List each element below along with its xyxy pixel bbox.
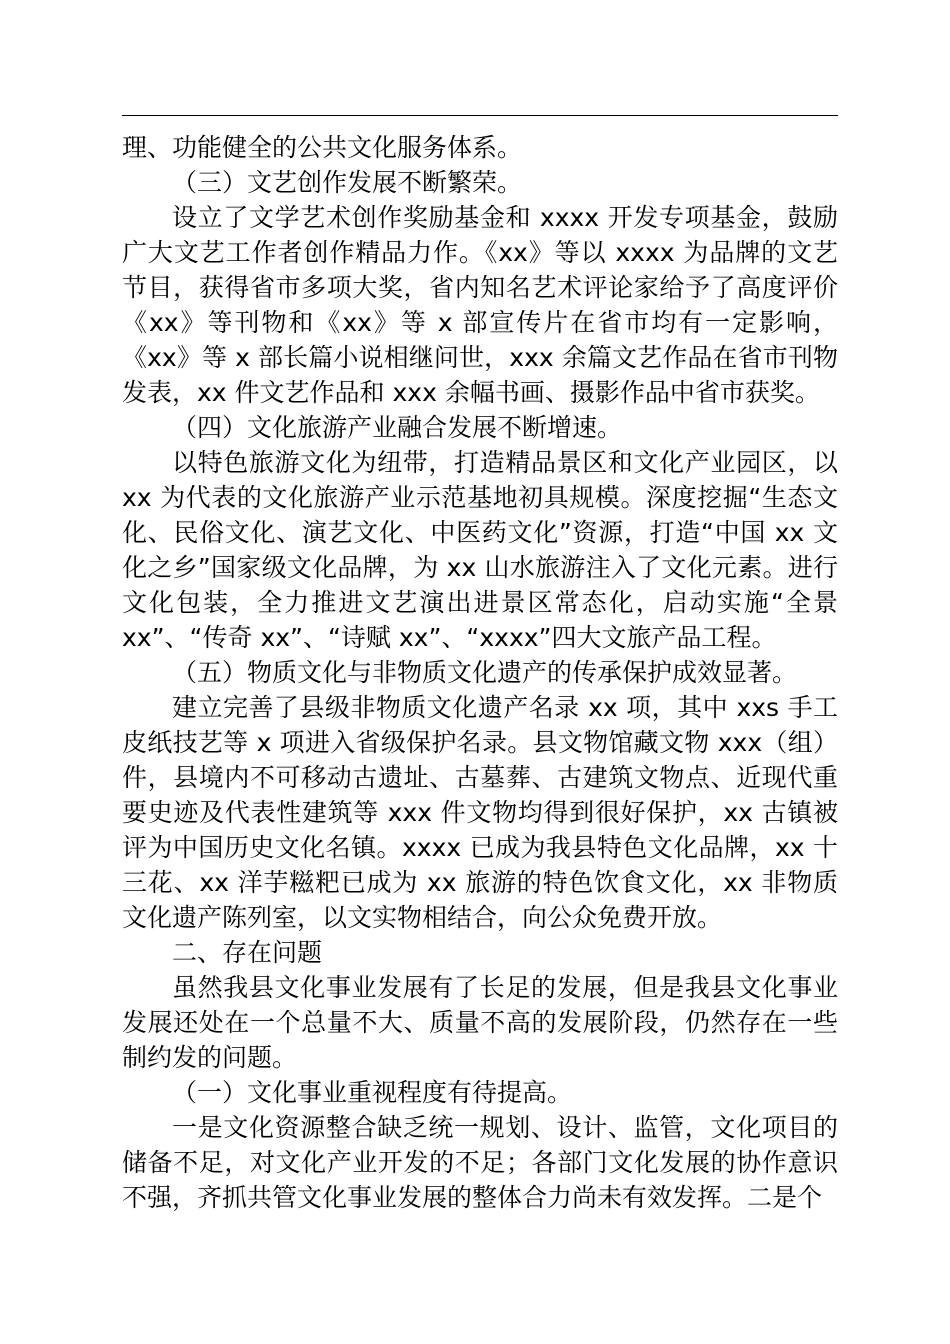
header-rule — [122, 115, 838, 116]
section-heading: （四）文化旅游产业融合发展不断增速。 — [172, 413, 623, 442]
document-body — [122, 130, 838, 1215]
paragraph-continuation: 理、功能健全的公共文化服务体系。 — [122, 133, 523, 162]
section-heading: （五）物质文化与非物质文化遗产的传承保护成效显著。 — [172, 658, 798, 687]
body-paragraph: 设立了文学艺术创作奖励基金和 xxxx 开发专项基金，鼓励广大文艺工作者创作精品力作。《xx》等以 xxxx 为品牌的文艺节目，获得省市多项大奖，省内知名艺术评论家给予了高度评价《xx》等刊物和《xx》等 x 部宣传片在省市均有一定影响，《xx》等 x 部长篇小说相继问世，xxx 余篇文艺作品在省市刊物发表，xx 件文艺作品和 xxx 余幅书画、摄影作品中省市获奖。 — [122, 203, 838, 407]
body-paragraph: 建立完善了县级非物质文化遗产名录 xx 项，其中 xxs 手工皮纸技艺等 x 项进入省级保护名录。县文物馆藏文物 xxx（组）件，县境内不可移动古遗址、古墓葬、古建筑文物点、近现代重要史迹及代表性建筑等 xxx 件文物均得到很好保护，xx 古镇被评为中国历史文化名镇。xxxx 已成为我县特色文化品牌，xx 十三花、xx 洋芋糍粑已成为 xx 旅游的特色饮食文化，xx 非物质文化遗产陈列室，以文实物相结合，向公众免费开放。 — [122, 693, 838, 932]
section-heading: （三）文艺创作发展不断繁荣。 — [172, 168, 523, 197]
body-paragraph: 虽然我县文化事业发展有了长足的发展，但是我县文化事业发展还处在一个总量不大、质量不高的发展阶段，仍然存在一些制约发的问题。 — [122, 973, 838, 1072]
body-paragraph: 以特色旅游文化为纽带，打造精品景区和文化产业园区，以 xx 为代表的文化旅游产业示范基地初具规模。深度挖掘“生态文化、民俗文化、演艺文化、中医药文化”资源，打造“中国 xx 文化之乡”国家级文化品牌，为 xx 山水旅游注入了文化元素。进行文化包装，全力推进文艺演出进景区常态化，启动实施“全景 xx”、“传奇 xx”、“诗赋 xx”、“xxxx”四大文旅产品工程。 — [122, 448, 838, 652]
section-heading: （一）文化事业重视程度有待提高。 — [172, 1078, 573, 1107]
section-heading: 二、存在问题 — [172, 938, 323, 967]
body-paragraph: 一是文化资源整合缺乏统一规划、设计、监管，文化项目的储备不足，对文化产业开发的不足；各部门文化发展的协作意识不强，齐抓共管文化事业发展的整体合力尚未有效发挥。二是个 — [122, 1113, 838, 1212]
